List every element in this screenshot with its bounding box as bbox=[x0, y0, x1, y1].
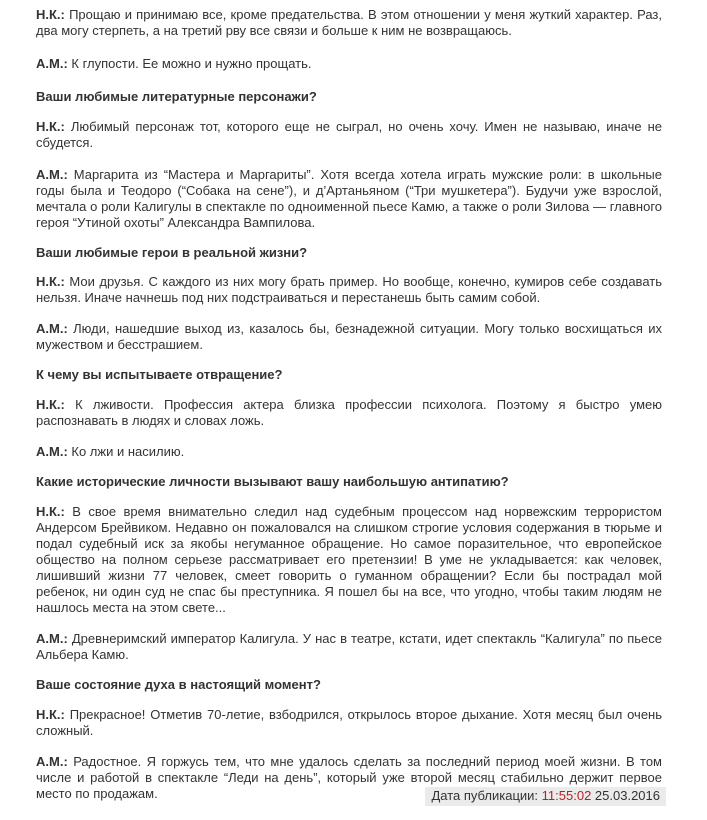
speaker-label: Н.К.: bbox=[36, 7, 65, 22]
speaker-label: А.М.: bbox=[36, 754, 68, 769]
speaker-label: Н.К.: bbox=[36, 397, 65, 412]
answer-text: Ко лжи и насилию. bbox=[67, 444, 185, 459]
answer-text: К лживости. Профессия актера близка профессии психолога. Поэтому я быстро умею распознавать в людях и словах ложь. bbox=[36, 397, 662, 428]
question-heading: К чему вы испытываете отвращение? bbox=[36, 367, 283, 382]
answer-text: К глупости. Ее можно и нужно прощать. bbox=[67, 56, 312, 71]
answer-nk bbox=[36, 119, 662, 151]
answer-text: Радостное. Я горжусь тем, что мне удалось сделать за последний период моей жизни. В том числе и работой в спектакле “Леди на день”, который уже второй месяц стабильно держит первое место по продажам. bbox=[36, 754, 662, 801]
answer-nk bbox=[36, 707, 662, 739]
speaker-label: А.М.: bbox=[36, 321, 68, 336]
question-heading: Ваши любимые герои в реальной жизни? bbox=[36, 245, 308, 260]
answer-nk bbox=[36, 274, 662, 306]
question-heading: Ваше состояние духа в настоящий момент? bbox=[36, 677, 321, 692]
speaker-label: А.М.: bbox=[36, 631, 68, 646]
publication-time: 11:55:02 bbox=[541, 788, 592, 803]
article-body bbox=[36, 0, 662, 802]
speaker-label: Н.К.: bbox=[36, 274, 65, 289]
speaker-label: А.М.: bbox=[36, 56, 68, 71]
answer-text: Мои друзья. С каждого из них могу брать пример. Но вообще, конечно, кумиров себе создавать нельзя. Иначе начнешь под них подстраиваться и перестанешь быть самим собой. bbox=[36, 274, 662, 305]
answer-am bbox=[36, 167, 662, 231]
question-heading: Ваши любимые литературные персонажи? bbox=[36, 89, 317, 104]
speaker-label: Н.К.: bbox=[36, 119, 65, 134]
publication-date-badge bbox=[425, 787, 666, 806]
answer-text: Прекрасное! Отметив 70-летие, взбодрился, открылось второе дыхание. Хотя месяц был очень сложный. bbox=[36, 707, 662, 738]
publication-date: 25.03.2016 bbox=[591, 788, 660, 803]
speaker-label: А.М.: bbox=[36, 167, 68, 182]
answer-text: Древнеримский император Калигула. У нас в театре, кстати, идет спектакль “Калигула” по пьесе Альбера Камю. bbox=[36, 631, 662, 662]
answer-am bbox=[36, 56, 662, 72]
answer-text: Люди, нашедшие выход из, казалось бы, безнадежной ситуации. Могу только восхищаться их мужеством и бесстрашием. bbox=[36, 321, 662, 352]
answer-text: Маргарита из “Мастера и Маргариты”. Хотя всегда хотела играть мужские роли: в школьные годы была и Теодоро (“Собака на сене”), и д’Артаньяном (“Три мушкетера”). Будучи уже взрослой, мечтала о роли Калигулы в спектакле по одноименной пьесе Камю, а также о роли Зилова — главного героя “Утиной охоты” Александра Вампилова. bbox=[36, 167, 662, 230]
answer-am bbox=[36, 631, 662, 663]
answer-am bbox=[36, 321, 662, 353]
speaker-label: Н.К.: bbox=[36, 504, 65, 519]
answer-text: В свое время внимательно следил над судебным процессом над норвежским террористом Андерсом Брейвиком. Недавно он пожаловался на слишком строгие условия содержания в тюрьме и подал судебный иск за якобы негуманное обращение. Но самое поразительное, что европейское общество на полном серьезе рассматривает его претензии! В уме не укладывается: как человек, лишивший жизни 77 человек, смеет говорить о гуманном обращении? Если бы пострадал мой ребенок, ни один суд не спас бы преступника. Я пошел бы на все, что угодно, чтобы таким людям не нашлось места на этом свете... bbox=[36, 504, 662, 615]
answer-nk bbox=[36, 7, 662, 39]
question-heading: Какие исторические личности вызывают вашу наибольшую антипатию? bbox=[36, 474, 509, 489]
answer-am bbox=[36, 444, 662, 460]
answer-text: Любимый персонаж тот, которого еще не сыграл, но очень хочу. Имен не называю, иначе не сбудется. bbox=[36, 119, 662, 150]
answer-nk bbox=[36, 504, 662, 616]
answer-text: Прощаю и принимаю все, кроме предательства. В этом отношении у меня жуткий характер. Раз, два могу стерпеть, а на третий рву все связи и больше к ним не возвращаюсь. bbox=[36, 7, 662, 38]
publication-date-label: Дата публикации: bbox=[431, 788, 542, 803]
speaker-label: А.М.: bbox=[36, 444, 68, 459]
speaker-label: Н.К.: bbox=[36, 707, 65, 722]
answer-nk bbox=[36, 397, 662, 429]
